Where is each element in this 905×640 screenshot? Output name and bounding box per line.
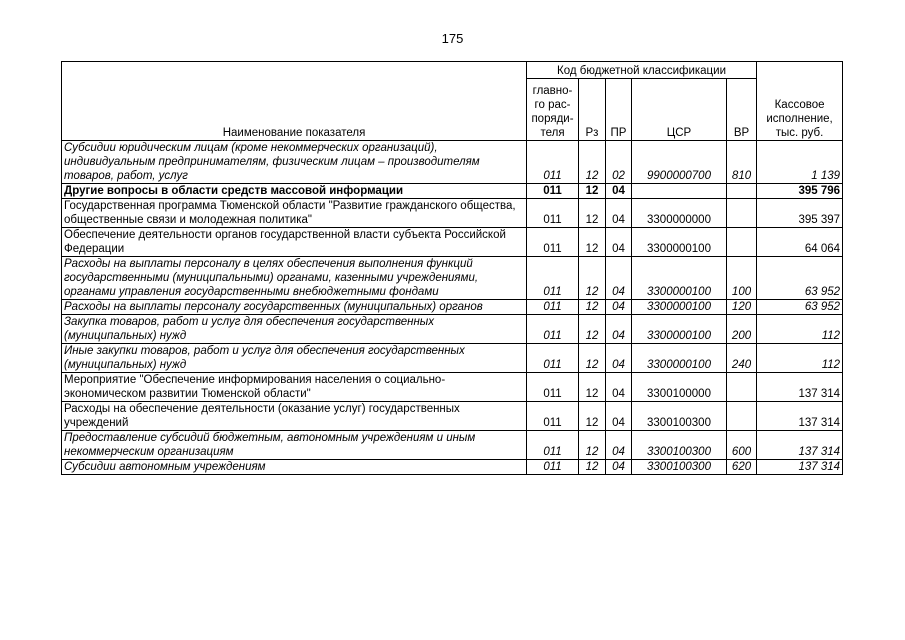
cell-glavn: 011: [527, 257, 579, 300]
table-row: [62, 402, 843, 431]
header-csr: ЦСР: [632, 79, 727, 141]
cell-csr: 3300000100: [632, 228, 727, 257]
cell-name: Закупка товаров, работ и услуг для обеспечения государственных (муниципальных) нужд: [62, 315, 527, 344]
cell-amount: 137 314: [757, 402, 843, 431]
table-body: [62, 141, 843, 475]
cell-rz: 12: [579, 402, 606, 431]
cell-glavn: 011: [527, 300, 579, 315]
cell-pr: 04: [606, 257, 632, 300]
header-pr: ПР: [606, 79, 632, 141]
cell-pr: 04: [606, 199, 632, 228]
header-name: Наименование показателя: [62, 62, 527, 141]
cell-rz: 12: [579, 184, 606, 199]
cell-amount: 395 397: [757, 199, 843, 228]
cell-rz: 12: [579, 228, 606, 257]
budget-table: [61, 61, 843, 475]
cell-rz: 12: [579, 300, 606, 315]
cell-vr: [727, 373, 757, 402]
cell-name: Мероприятие "Обеспечение информирования населения о социально-экономическом развитии Тюменской области": [62, 373, 527, 402]
cell-vr: 200: [727, 315, 757, 344]
cell-amount: 137 314: [757, 431, 843, 460]
cell-amount: 63 952: [757, 300, 843, 315]
header-code-group: Код бюджетной классификации: [527, 62, 757, 79]
cell-vr: 120: [727, 300, 757, 315]
cell-csr: [632, 184, 727, 199]
cell-vr: [727, 199, 757, 228]
cell-pr: 02: [606, 141, 632, 184]
table-row: [62, 300, 843, 315]
cell-csr: 3300000100: [632, 257, 727, 300]
header-vr: ВР: [727, 79, 757, 141]
cell-name: Субсидии юридическим лицам (кроме некоммерческих организаций), индивидуальным предпринимателям, физическим лицам – производителям товаров, работ, услуг: [62, 141, 527, 184]
cell-amount: 63 952: [757, 257, 843, 300]
cell-rz: 12: [579, 460, 606, 475]
header-execution: Кассовое исполнение, тыс. руб.: [757, 62, 843, 141]
cell-pr: 04: [606, 431, 632, 460]
cell-vr: [727, 402, 757, 431]
table-row: [62, 257, 843, 300]
table-row: [62, 460, 843, 475]
cell-amount: 1 139: [757, 141, 843, 184]
cell-name: Обеспечение деятельности органов государственной власти субъекта Российской Федерации: [62, 228, 527, 257]
cell-rz: 12: [579, 344, 606, 373]
cell-csr: 3300000100: [632, 344, 727, 373]
cell-glavn: 011: [527, 228, 579, 257]
cell-amount: 112: [757, 344, 843, 373]
cell-csr: 3300000100: [632, 300, 727, 315]
cell-name: Иные закупки товаров, работ и услуг для обеспечения государственных (муниципальных) нужд: [62, 344, 527, 373]
cell-pr: 04: [606, 315, 632, 344]
cell-name: Расходы на выплаты персоналу в целях обеспечения выполнения функций государственными (муниципальными) органами, казенными учреждениями, органами управления государственными внебюджетными фондами: [62, 257, 527, 300]
cell-glavn: 011: [527, 373, 579, 402]
cell-vr: 620: [727, 460, 757, 475]
cell-name: Расходы на выплаты персоналу государственных (муниципальных) органов: [62, 300, 527, 315]
cell-pr: 04: [606, 344, 632, 373]
cell-rz: 12: [579, 199, 606, 228]
cell-csr: 9900000700: [632, 141, 727, 184]
cell-vr: [727, 228, 757, 257]
cell-glavn: 011: [527, 315, 579, 344]
cell-amount: 64 064: [757, 228, 843, 257]
cell-rz: 12: [579, 431, 606, 460]
cell-glavn: 011: [527, 141, 579, 184]
cell-name: Расходы на обеспечение деятельности (оказание услуг) государственных учреждений: [62, 402, 527, 431]
cell-csr: 3300100300: [632, 460, 727, 475]
cell-csr: 3300100300: [632, 402, 727, 431]
table-row: [62, 431, 843, 460]
cell-vr: [727, 184, 757, 199]
table-row: [62, 199, 843, 228]
cell-amount: 137 314: [757, 460, 843, 475]
cell-name: Государственная программа Тюменской области "Развитие гражданского общества, общественные связи и молодежная политика": [62, 199, 527, 228]
cell-rz: 12: [579, 373, 606, 402]
page-number: 175: [441, 31, 464, 46]
cell-glavn: 011: [527, 184, 579, 199]
cell-name: Другие вопросы в области средств массовой информации: [62, 184, 527, 199]
table-row: [62, 184, 843, 199]
cell-glavn: 011: [527, 402, 579, 431]
cell-pr: 04: [606, 228, 632, 257]
cell-vr: 600: [727, 431, 757, 460]
cell-rz: 12: [579, 141, 606, 184]
cell-csr: 3300100300: [632, 431, 727, 460]
cell-pr: 04: [606, 373, 632, 402]
cell-csr: 3300000100: [632, 315, 727, 344]
cell-vr: 240: [727, 344, 757, 373]
cell-vr: 100: [727, 257, 757, 300]
cell-glavn: 011: [527, 460, 579, 475]
cell-vr: 810: [727, 141, 757, 184]
cell-amount: 395 796: [757, 184, 843, 199]
cell-glavn: 011: [527, 431, 579, 460]
cell-name: Предоставление субсидий бюджетным, автономным учреждениям и иным некоммерческим организациям: [62, 431, 527, 460]
cell-pr: 04: [606, 460, 632, 475]
header-rz: Рз: [579, 79, 606, 141]
table-row: [62, 228, 843, 257]
cell-name: Субсидии автономным учреждениям: [62, 460, 527, 475]
header-glavn: главно-го рас-поряди-теля: [527, 79, 579, 141]
cell-csr: 3300000000: [632, 199, 727, 228]
cell-amount: 137 314: [757, 373, 843, 402]
cell-pr: 04: [606, 184, 632, 199]
table-row: [62, 141, 843, 184]
cell-pr: 04: [606, 402, 632, 431]
cell-pr: 04: [606, 300, 632, 315]
cell-rz: 12: [579, 315, 606, 344]
table-row: [62, 315, 843, 344]
cell-glavn: 011: [527, 344, 579, 373]
cell-csr: 3300100000: [632, 373, 727, 402]
cell-glavn: 011: [527, 199, 579, 228]
cell-rz: 12: [579, 257, 606, 300]
cell-amount: 112: [757, 315, 843, 344]
table-row: [62, 344, 843, 373]
table-row: [62, 373, 843, 402]
